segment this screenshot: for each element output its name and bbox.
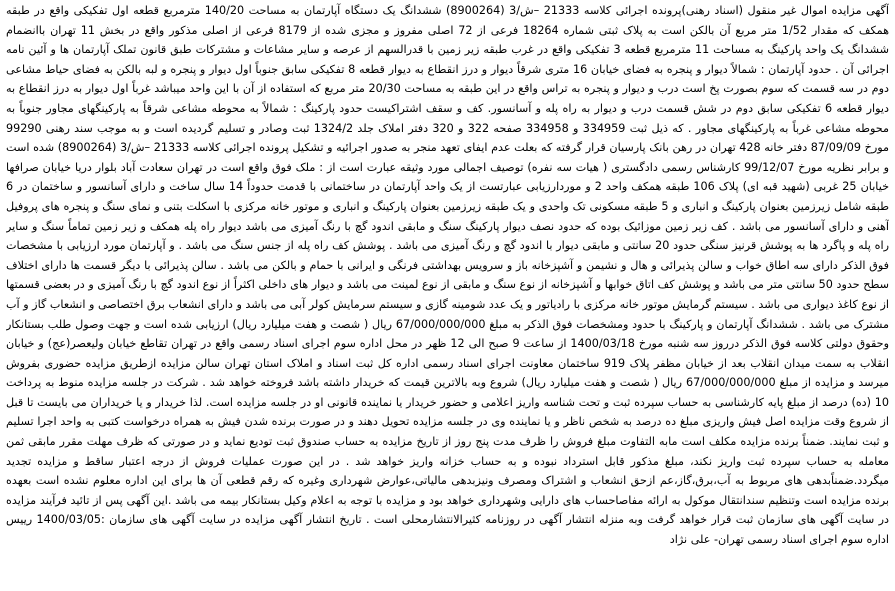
- auction-notice: [6, 1, 889, 589]
- auction-notice-text: آگهی مزایده اموال غیر منقول (اسناد رهنی)پرونده اجرائی کلاسه 21333 –ش/3 (8900264) ششدانگ یک دستگاه آپارتمان به مساحت 140/20 مترمربع قطعه اول تفکیکی واقع در طبقه همکف که مقدار 1/52 متر مربع آن بالکن است به پلاک ثبتی شماره 18264 فرعی از 72 اصلی مفروز و مجزی شده از 8179 فرعی از اصلی مذکور واقع در بخش 11 تهران باانضمام ششدانگ یک واحد پارکینگ به مساحت 11 مترمربع قطعه 3 تفکیکی واقع در غرب طبقه زیر زمین با قدرالسهم از عرصه و سایر مشاعات و مشترکات طبق قانون تملک آپارتمان ها و آئین نامه اجرائی آن . حدود آپارتمان : شمالاً دیوار و پنجره به فضای خیابان 16 متری شرقاً دیوار و درز انقطاع به دیوار قطعه 8 تفکیکی سابق جنوباً اول دیوار و پنجره و لبه بالکن به فضای حیاط مشاعی دوم در سه قسمت که سوم بصورت پخ است درب و دیوار و پنجره به تراس واقع در این طبقه به مساحت 20/30 متر مربع که استفاده از آن با این واحد میباشد غرباً اول دیوار به درز انقطاع به دیوار قطعه 6 تفکیکی سابق دوم در شش قسمت درب و دیوار به راه پله و آسانسور. کف و سقف اشتراکیست حدود پارکینگ : شمالاً به محوطه مشاعی شرقاً به پارکینگهای مجاور جنوباً به محوطه مشاعی غرباً به پارکینگهای مجاور . که ذیل ثبت 334959 و 334958 صفحه 322 و 320 دفتر املاک جلد 1324/2 ثبت وصادر و تسلیم گردیده است و به موجب سند رهنی 99290 مورخ 87/09/09 دفتر خانه 428 تهران در رهن بانک پارسیان قرار گرفته که بعلت عدم ایفای تعهد منجر به صدور اجرائیه و تشکیل پرونده اجرائی کلاسه 21333 –ش/3 (8900264) شده است و برابر نظریه مورخ 99/12/07 کارشناس رسمی دادگستری ( هیات سه نفره) توصیف اجمالی مورد وثیقه عبارت است از : ملک فوق واقع است در تهران سعادت آباد بلوار دریا خیابان صرافها خیابان 25 غربی (شهید قبه ای) پلاک 106 طبقه همکف واحد 2 و موردارزیابی عبارتست از یک واحد آپارتمان در ساختمانی با قدمت حدوداً 14 سال ساخت و دارای آسانسور و ساختمان در 6 طبقه شامل زیرزمین بعنوان پارکینگ و انباری و 5 طبقه مسکونی تک واحدی و یک طبقه زیرزمین بعنوان پارکینگ و انباری و موتور خانه مرکزی با اسکلت بتنی و نمای سنگ و پنجره های پروفیل آهنی و دارای آسانسور می باشد . کف زیر زمین موزائیک بوده که حدود نصف دیوار پارکینگ سنگ و مابقی اندود گچ با رنگ آمیزی می باشد دیوار راه پله همکف و زیر زمین تماماً سنگ و سایر راه پله و پاگرد ها به پوشش قرنیز سنگی حدود 20 سانتی و مابقی دیوار با اندود گچ و رنگ آمیزی می باشد . پوشش کف راه پله از جنس سنگ می باشد . و آپارتمان مورد ارزیابی با مشخصات فوق الذکر دارای سه اطاق خواب و سالن پذیرائی و هال و نشیمن و آشپزخانه باز و سرویس بهداشتی فرنگی و ایرانی با حمام و بالکن می باشد . سالن پذیرائی با دیگر قسمت ها دارای اختلاف سطح حدود 50 سانتی متر می باشد و پوشش کف اتاق خوابها و آشپزخانه از نوع سنگ و مابقی از نوع لمینت می باشد و دیوار های داخلی اکثراً از نوع اندود گچ با رنگ آمیزی و در بعضی قسمتها از نوع کاغذ دیواری می باشد . سیستم گرمایش موتور خانه مرکزی با رادیاتور و یک عدد شومینه گازی و سیستم سرمایش کولر آبی می باشد و دارای انشعاب برق اختصاصی و انشعاب گاز و آب مشترک می باشد . ششدانگ آپارتمان و پارکینگ با حدود ومشخصات فوق الذکر به مبلغ 67/000/000/000 ریال ( شصت و هفت میلیارد ریال) ارزیابی شده است و جهت وصول طلب بستانکار وحقوق دولتی کلاسه فوق الذکر درروز سه شنبه مورخ 1400/03/18 از ساعت 9 صبح الی 12 ظهر در محل اداره سوم اجرای اسناد رسمی واقع در تهران تقاطع خیابان ولیعصر(عج) و خیابان انقلاب به سمت میدان انقلاب بعد از خیابان مظفر پلاک 919 ساختمان معاونت اجرای اسناد رسمی اداره کل ثبت اسناد و املاک استان تهران سالن مزایده ازطریق مزایده حضوری بفروش میرسد و مزایده از مبلغ 67/000/000/000 ریال ( شصت و هفت میلیارد ریال) شروع وبه بالاترین قیمت که خریدار داشته باشد فروخته خواهد شد . شرکت در جلسه مزایده منوط به پرداخت 10 (ده) درصد از مبلغ پایه کارشناسی به حساب سپرده ثبت و تحت شناسه واریز اعلامی و حضور خریدار یا نماینده قانونی او در جلسه مزایده است. لذا خریدار و یا خریداران می بایست تا قبل از شروع وقت مزایده اصل فیش واریزی مبلغ ده درصد به شخص ناظر و یا نماینده وی در جلسه مزایده تحویل دهند و در صورت برنده شدن فیش به همراه درخواست کتبی به واحد اجرا تسلیم و ثبت نمایند. ضمناً برنده مزایده مکلف است مابه التفاوت مبلغ فروش را ظرف مدت پنج روز از تاریخ مزایده به حساب صندوق ثبت تودیع نماید و در صورتی که ظرف مهلت مقرر مابقی ثمن معامله به حساب سپرده ثبت واریز نکند، مبلغ مذکور قابل استرداد نبوده و به حساب خزانه واریز خواهد شد . در این صورت عملیات فروش از درجه اعتبار ساقط و مزایده تجدید میگردد.ضمناًبدهی های مربوط به آب،برق،گاز،عم ازحق انشعاب و اشتراک ومصرف ونیزبدهی مالیاتی،عوارض شهرداری وغیره که رقم قطعی آن ها برای این اداره معلوم نشده است بعهده برنده مزایده است وتنظیم سندانتقال موکول به ارائه مفاصاحساب های دارایی وشهرداری خواهد بود و مزایده با توجه به اعلام وکیل بستانکار بیمه می باشد .این آگهی پس از تائید فرآیند مزایده در سایت آگهی های سازمان ثبت قرار خواهد گرفت وبه منزله انتشار آگهی در روزنامه کثیرالانتشارمحلی است . تاریخ انتشار آگهی مزایده در سایت آگهی های سازمان :1400/03/05 رییس اداره سوم اجرای اسناد رسمی تهران- علی نژاد: [6, 4, 889, 547]
